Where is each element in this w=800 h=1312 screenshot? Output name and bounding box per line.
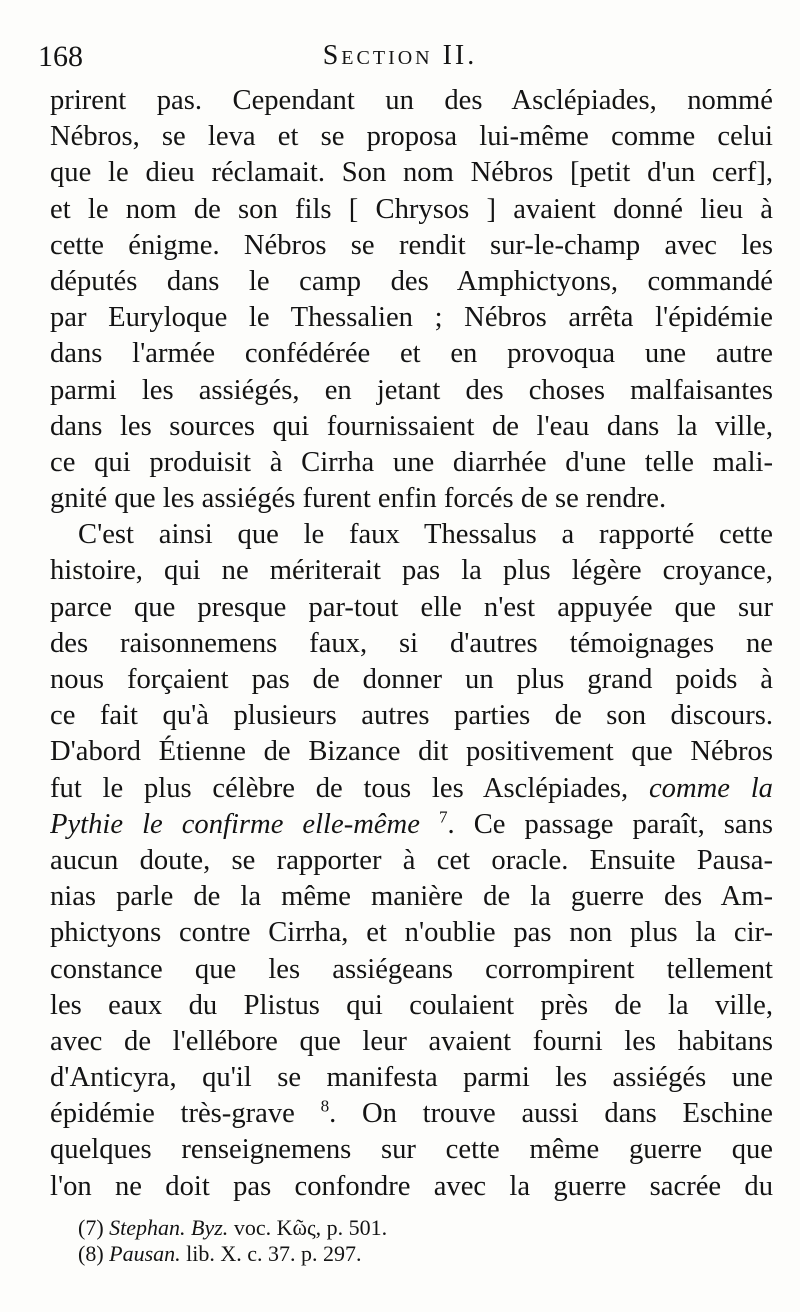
text-line: dans l'armée confédérée et en provoqua une autre bbox=[50, 338, 773, 370]
text-line: histoire, qui ne mériterait pas la plus légère croyance, bbox=[50, 555, 773, 587]
text-line: ce qui produisit à Cirrha une diarrhée d'une telle mali- bbox=[50, 446, 773, 478]
italic-quote: comme la bbox=[648, 772, 773, 804]
footnote-text: lib. X. c. 37. p. 297. bbox=[186, 1241, 362, 1266]
text-line: que le dieu réclamait. Son nom Nébros [petit d'un cerf], bbox=[50, 157, 773, 189]
footnote-author: Stephan. Byz. bbox=[109, 1215, 229, 1240]
text-line: parce que presque par-tout elle n'est appuyée que sur bbox=[50, 591, 773, 623]
text-span: . Ce passage paraît, sans bbox=[447, 808, 773, 840]
text-line: les eaux du Plistus qui coulaient près de la ville, bbox=[50, 989, 773, 1021]
footnote-8 bbox=[78, 1241, 578, 1267]
text-line bbox=[50, 807, 773, 843]
footnote-author: Pausan. bbox=[109, 1241, 181, 1266]
text-line: aucun doute, se rapporter à cet oracle. Ensuite Pausa- bbox=[50, 844, 773, 876]
footnote-number: (8) bbox=[78, 1241, 104, 1266]
text-line: parmi les assiégés, en jetant des choses malfaisantes bbox=[50, 374, 773, 406]
footnote-7 bbox=[78, 1215, 578, 1241]
running-head bbox=[0, 40, 800, 76]
text-line: l'on ne doit pas confondre avec la guerre sacrée du bbox=[50, 1170, 773, 1202]
text-line: dans les sources qui fournissaient de l'eau dans la ville, bbox=[50, 410, 773, 442]
text-line: constance que les assiégeans corrompirent tellement bbox=[50, 953, 773, 985]
text-line: cette énigme. Nébros se rendit sur-le-champ avec les bbox=[50, 229, 773, 261]
text-span: . On trouve aussi dans Eschine bbox=[329, 1098, 773, 1130]
text-line: nous forçaient pas de donner un plus grand poids à bbox=[50, 664, 773, 695]
text-line: avec de l'ellébore que leur avaient fourni les habitans bbox=[50, 1025, 773, 1057]
text-line: d'Anticyra, qu'il se manifesta parmi les assiégés une bbox=[50, 1062, 773, 1094]
footnote-text: voc. Κῶς, p. 501. bbox=[233, 1215, 388, 1240]
text-line: nias parle de la même manière de la guerre des Am- bbox=[50, 881, 773, 913]
text-line: Nébros, se leva et se proposa lui-même comme celui bbox=[50, 121, 773, 153]
text-line: gnité que les assiégés furent enfin forcés de se rendre. bbox=[50, 483, 667, 515]
page-number: 168 bbox=[38, 40, 83, 73]
text-line: D'abord Étienne de Bizance dit positivement que Nébros bbox=[50, 736, 773, 768]
italic-quote: Pythie le confirme elle-même bbox=[50, 808, 420, 840]
text-line: des raisonnemens faux, si d'autres témoignages ne bbox=[50, 627, 773, 659]
text-line: prirent pas. Cependant un des Asclépiades, nommé bbox=[50, 85, 773, 116]
footnotes bbox=[78, 1215, 578, 1267]
text-line: C'est ainsi que le faux Thessalus a rapporté cette bbox=[78, 519, 773, 551]
text-line: députés dans le camp des Amphictyons, commandé bbox=[50, 265, 773, 297]
footnote-ref-7[interactable]: 7 bbox=[438, 807, 448, 827]
text-line: quelques renseignemens sur cette même guerre que bbox=[50, 1134, 773, 1166]
text-line bbox=[50, 771, 773, 807]
footnote-number: (7) bbox=[78, 1215, 104, 1240]
text-span: épidémie très-grave bbox=[50, 1098, 295, 1130]
text-line bbox=[50, 1096, 773, 1132]
text-line: par Euryloque le Thessalien ; Nébros arrêta l'épidémie bbox=[50, 302, 773, 334]
text-line: et le nom de son fils [ Chrysos ] avaient donné lieu à bbox=[50, 193, 773, 225]
footnote-ref-8[interactable]: 8 bbox=[320, 1096, 330, 1116]
section-title: Section II. bbox=[322, 40, 478, 71]
body-text bbox=[50, 83, 773, 1205]
text-line: ce fait qu'à plusieurs autres parties de son discours. bbox=[50, 700, 773, 732]
text-span: fut le plus célèbre de tous les Asclépiades, bbox=[50, 772, 629, 804]
text-line: phictyons contre Cirrha, et n'oublie pas non plus la cir- bbox=[50, 917, 773, 949]
